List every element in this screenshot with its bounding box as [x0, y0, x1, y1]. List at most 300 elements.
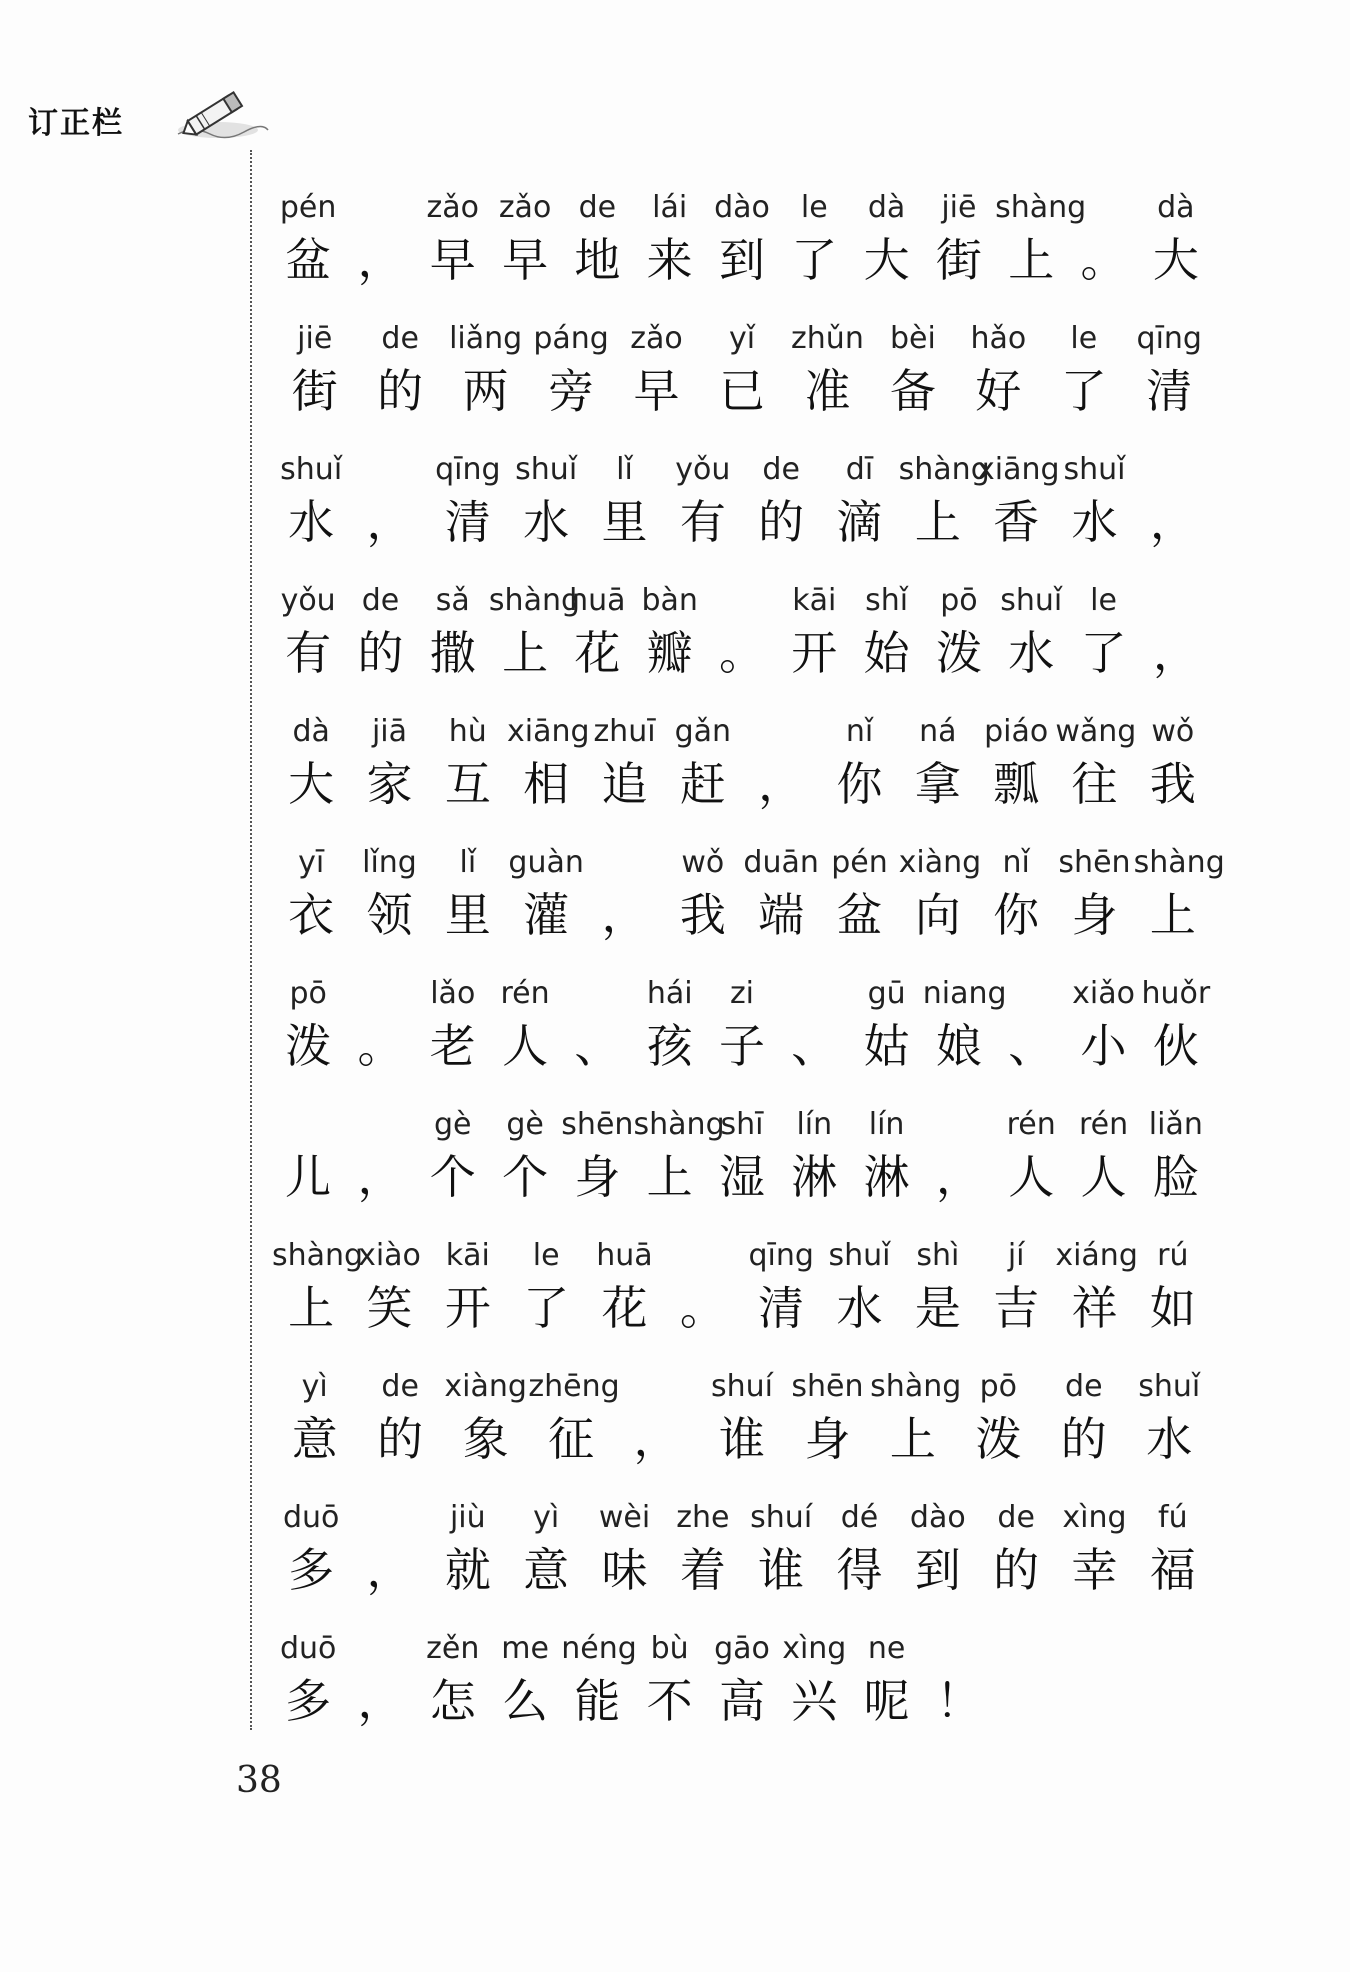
char-cell	[507, 1496, 585, 1600]
char-cell	[923, 579, 995, 683]
hanzi: 味	[601, 1543, 648, 1597]
hanzi: 端	[758, 888, 805, 942]
margin-dotted-divider	[250, 150, 252, 1730]
pinyin: xiāng	[977, 452, 1060, 487]
hanzi: 互	[444, 757, 491, 811]
hanzi: 儿	[285, 1150, 332, 1204]
hanzi: 个	[429, 1150, 476, 1204]
char-cell	[706, 1103, 778, 1207]
hanzi: 能	[574, 1674, 621, 1728]
hanzi: 有	[285, 626, 332, 680]
pinyin	[923, 1627, 995, 1671]
pinyin: pén	[831, 845, 888, 880]
pinyin: bàn	[641, 583, 698, 618]
hanzi: 不	[646, 1674, 693, 1728]
char-cell	[489, 186, 561, 290]
char-cell	[429, 1496, 507, 1600]
pinyin: gū	[867, 976, 906, 1011]
pinyin: xìng	[782, 1631, 847, 1666]
char-cell	[742, 448, 820, 552]
pinyin: néng	[561, 1631, 637, 1666]
char-cell	[507, 1234, 585, 1338]
pinyin: shàng	[995, 190, 1087, 225]
char-cell	[664, 1496, 742, 1600]
char-cell	[1055, 710, 1137, 814]
pinyin: dà	[867, 190, 906, 225]
pinyin	[778, 972, 850, 1016]
char-cell	[1140, 579, 1212, 683]
char-cell	[272, 1365, 357, 1469]
hanzi: 花	[574, 626, 621, 680]
hanzi: 的	[377, 1412, 424, 1466]
hanzi: 如	[1149, 1281, 1196, 1335]
hanzi: 的	[993, 1543, 1040, 1597]
char-cell	[778, 972, 850, 1076]
char-cell	[344, 1627, 416, 1731]
pinyin: ná	[919, 714, 957, 749]
hanzi: 人	[1080, 1150, 1127, 1204]
pinyin: nǐ	[1002, 845, 1030, 880]
char-cell	[429, 1234, 507, 1338]
pinyin: shēn	[561, 1107, 634, 1142]
pinyin: wǒ	[681, 845, 725, 880]
pinyin: ne	[867, 1631, 906, 1666]
pinyin	[344, 186, 416, 230]
hanzi: 地	[574, 233, 621, 287]
hanzi: 得	[836, 1543, 883, 1597]
pinyin	[585, 841, 663, 885]
pinyin: jiē	[941, 190, 977, 225]
pinyin: shī	[720, 1107, 764, 1142]
hanzi: 福	[1149, 1543, 1196, 1597]
pinyin: xiǎo	[1072, 976, 1135, 1011]
text-line	[272, 1365, 1212, 1496]
text-line	[272, 1103, 1212, 1234]
hanzi: 了	[1080, 626, 1127, 680]
char-cell	[742, 1496, 820, 1600]
hanzi: 拿	[914, 757, 961, 811]
char-cell	[634, 186, 706, 290]
hanzi: 始	[863, 626, 910, 680]
hanzi: 好	[975, 364, 1022, 418]
char-cell	[898, 448, 990, 552]
hanzi: 你	[993, 888, 1040, 942]
char-cell	[417, 1103, 489, 1207]
char-cell	[995, 579, 1067, 683]
pinyin	[1140, 579, 1212, 623]
char-cell	[820, 1496, 898, 1600]
pinyin	[344, 1103, 416, 1147]
hanzi: 姑	[863, 1019, 910, 1073]
hanzi: 。	[679, 1281, 726, 1335]
pinyin: zhēng	[528, 1369, 620, 1404]
char-cell	[870, 317, 955, 421]
pinyin: dào	[909, 1500, 966, 1535]
hanzi: 滴	[836, 495, 883, 549]
pinyin: yì	[301, 1369, 328, 1404]
pinyin: zi	[729, 976, 755, 1011]
pinyin: lǐ	[459, 845, 477, 880]
hanzi: 到	[914, 1543, 961, 1597]
pinyin: de	[762, 452, 800, 487]
hanzi: 泼	[935, 626, 982, 680]
hanzi: 向	[914, 888, 961, 942]
text-line	[272, 841, 1225, 972]
pinyin: hǎo	[970, 321, 1027, 356]
hanzi: 幸	[1071, 1543, 1118, 1597]
text-line	[272, 1496, 1212, 1627]
hanzi: ，	[357, 233, 404, 287]
char-cell	[977, 448, 1060, 552]
pinyin: nǐ	[845, 714, 874, 749]
pinyin: xiào	[358, 1238, 421, 1273]
pinyin: duān	[743, 845, 819, 880]
char-cell	[272, 579, 344, 683]
pinyin: lái	[652, 190, 688, 225]
pinyin: pō	[940, 583, 978, 618]
char-cell	[995, 972, 1067, 1076]
char-cell	[585, 1496, 663, 1600]
hanzi: 的	[758, 495, 805, 549]
hanzi: 有	[679, 495, 726, 549]
pinyin: xiàng	[898, 845, 982, 880]
pinyin: de	[381, 1369, 419, 1404]
pinyin: gè	[434, 1107, 472, 1142]
pinyin: bèi	[889, 321, 936, 356]
char-cell	[1067, 579, 1139, 683]
pinyin: dī	[845, 452, 874, 487]
pinyin: hái	[646, 976, 693, 1011]
hanzi: 开	[444, 1281, 491, 1335]
pinyin: qīng	[435, 452, 501, 487]
char-cell	[785, 1365, 870, 1469]
hanzi: 了	[791, 233, 838, 287]
pinyin: shēn	[1058, 845, 1131, 880]
char-cell	[417, 1627, 489, 1731]
pinyin: qīng	[748, 1238, 814, 1273]
hanzi: 水	[1071, 495, 1118, 549]
hanzi: 了	[1060, 364, 1107, 418]
pinyin: jiē	[297, 321, 333, 356]
pinyin: jiù	[449, 1500, 486, 1535]
correction-column-header	[24, 84, 264, 144]
pinyin: kāi	[792, 583, 837, 618]
hanzi: 的	[357, 626, 404, 680]
pinyin	[272, 1103, 344, 1147]
char-cell	[417, 972, 489, 1076]
hanzi: 衣	[288, 888, 335, 942]
pinyin: yǐ	[728, 321, 756, 356]
char-cell	[272, 1234, 364, 1338]
char-cell	[706, 186, 778, 290]
char-cell	[664, 841, 742, 945]
pinyin: lǎo	[430, 976, 476, 1011]
hanzi: 娘	[935, 1019, 982, 1073]
pinyin: páng	[533, 321, 609, 356]
hanzi: 上	[502, 626, 549, 680]
char-cell	[272, 186, 344, 290]
hanzi: 街	[291, 364, 338, 418]
hanzi: 旁	[548, 364, 595, 418]
hanzi: 大	[288, 757, 335, 811]
hanzi: 来	[646, 233, 693, 287]
pinyin: lǐng	[362, 845, 417, 880]
char-cell	[1055, 1234, 1138, 1338]
hanzi: 就	[444, 1543, 491, 1597]
char-cell	[664, 710, 742, 814]
char-cell	[1140, 1103, 1212, 1207]
char-cell	[272, 710, 350, 814]
hanzi: 水	[288, 495, 335, 549]
pinyin: shuí	[750, 1500, 813, 1535]
char-cell	[785, 317, 870, 421]
correction-column-label: 订正栏	[28, 106, 124, 141]
char-cell	[561, 1627, 637, 1731]
pinyin: guàn	[508, 845, 584, 880]
hanzi: 意	[523, 1543, 570, 1597]
text-line	[272, 710, 1212, 841]
char-cell	[507, 710, 590, 814]
char-cell	[995, 186, 1087, 290]
char-cell	[1134, 710, 1212, 814]
hanzi: 你	[836, 757, 883, 811]
hanzi: 上	[1008, 233, 1055, 287]
char-cell	[870, 1365, 962, 1469]
char-cell	[561, 972, 633, 1076]
char-cell	[443, 1365, 528, 1469]
hanzi: 。	[357, 1019, 404, 1073]
hanzi: 脸	[1152, 1150, 1199, 1204]
char-cell	[357, 1365, 442, 1469]
pinyin: shuǐ	[1000, 583, 1063, 618]
pinyin	[1067, 186, 1139, 230]
hanzi: 赶	[679, 757, 726, 811]
text-line	[272, 186, 1212, 317]
char-cell	[850, 186, 922, 290]
char-cell	[1140, 186, 1212, 290]
hanzi: 。	[718, 626, 765, 680]
hanzi: 水	[836, 1281, 883, 1335]
hanzi: 象	[462, 1412, 509, 1466]
hanzi: 到	[718, 233, 765, 287]
hanzi: ，	[758, 757, 805, 811]
char-cell	[1127, 317, 1212, 421]
hanzi: 的	[1060, 1412, 1107, 1466]
char-cell	[350, 841, 428, 945]
char-cell	[561, 579, 633, 683]
text-line	[272, 1627, 1212, 1758]
pinyin	[664, 1234, 742, 1278]
pinyin: gè	[506, 1107, 544, 1142]
char-cell	[489, 1627, 561, 1731]
char-cell	[1041, 1365, 1126, 1469]
char-cell	[699, 1365, 784, 1469]
pinyin: shuí	[710, 1369, 773, 1404]
hanzi: ！	[935, 1674, 982, 1728]
char-cell	[1067, 972, 1139, 1076]
hanzi: ，	[357, 1150, 404, 1204]
char-cell	[706, 972, 778, 1076]
pinyin: shì	[916, 1238, 960, 1273]
pinyin: lín	[868, 1107, 905, 1142]
pinyin: wǎng	[1055, 714, 1137, 749]
hanzi: 备	[889, 364, 936, 418]
hanzi: 我	[1149, 757, 1196, 811]
char-cell	[850, 972, 922, 1076]
pinyin: shuǐ	[280, 452, 343, 487]
pinyin: xìng	[1062, 1500, 1127, 1535]
hanzi: 里	[444, 888, 491, 942]
hanzi: 早	[502, 233, 549, 287]
pinyin: piáo	[984, 714, 1049, 749]
hanzi: 撒	[429, 626, 476, 680]
hanzi: 小	[1080, 1019, 1127, 1073]
char-cell	[923, 1103, 995, 1207]
pinyin-text-block	[272, 186, 1225, 1758]
pinyin: de	[578, 190, 617, 225]
char-cell	[899, 1234, 977, 1338]
pinyin: dà	[1157, 190, 1195, 225]
pinyin: shàng	[272, 1238, 364, 1273]
pinyin: dào	[714, 190, 770, 225]
hanzi: 是	[914, 1281, 961, 1335]
pinyin: huā	[569, 583, 626, 618]
pinyin: rú	[1157, 1238, 1189, 1273]
pinyin: shēn	[791, 1369, 864, 1404]
pinyin: zhuī	[593, 714, 656, 749]
hanzi: 开	[791, 626, 838, 680]
hanzi: 的	[377, 364, 424, 418]
char-cell	[778, 186, 850, 290]
char-cell	[899, 710, 977, 814]
pinyin: le	[1070, 321, 1098, 356]
pinyin: shuǐ	[515, 452, 578, 487]
pinyin: wǒ	[1151, 714, 1195, 749]
hanzi: 瓢	[993, 757, 1040, 811]
hanzi: 谁	[718, 1412, 765, 1466]
char-cell	[1041, 317, 1126, 421]
hanzi: 人	[1008, 1150, 1055, 1204]
char-cell	[778, 1627, 850, 1731]
char-cell	[923, 186, 995, 290]
pinyin: shàng	[488, 583, 581, 618]
pinyin	[742, 710, 820, 754]
pinyin: shǐ	[865, 583, 909, 618]
char-cell	[923, 1627, 995, 1731]
pinyin	[614, 1365, 699, 1409]
pinyin: shàng	[870, 1369, 962, 1404]
hanzi: 水	[1146, 1412, 1193, 1466]
hanzi: 上	[1149, 888, 1196, 942]
pinyin: de	[361, 583, 400, 618]
hanzi: 我	[679, 888, 726, 942]
char-cell	[488, 579, 581, 683]
char-cell	[1134, 1496, 1212, 1600]
pinyin	[923, 1103, 995, 1147]
pinyin	[706, 579, 778, 623]
hanzi: 笑	[366, 1281, 413, 1335]
char-cell	[429, 448, 507, 552]
hanzi: 淋	[863, 1150, 910, 1204]
pinyin: dé	[840, 1500, 879, 1535]
char-cell	[922, 972, 1007, 1076]
char-cell	[417, 186, 489, 290]
pinyin: de	[997, 1500, 1035, 1535]
hanzi: 追	[601, 757, 648, 811]
pinyin: zěn	[426, 1631, 480, 1666]
pinyin: yī	[298, 845, 325, 880]
pinyin: shuǐ	[828, 1238, 891, 1273]
pinyin: niang	[922, 976, 1007, 1011]
hanzi: 早	[633, 364, 680, 418]
pinyin: rén	[1078, 1107, 1129, 1142]
char-cell	[357, 317, 442, 421]
pinyin: de	[381, 321, 419, 356]
char-cell	[820, 1234, 898, 1338]
pinyin: de	[1065, 1369, 1103, 1404]
hanzi: ，	[633, 1412, 680, 1466]
char-cell	[585, 448, 663, 552]
hanzi: 呢	[863, 1674, 910, 1728]
char-cell	[899, 1496, 977, 1600]
hanzi: 瓣	[646, 626, 693, 680]
char-cell	[995, 1103, 1067, 1207]
hanzi: 大	[1152, 233, 1199, 287]
char-cell	[742, 1234, 820, 1338]
char-cell	[272, 1627, 344, 1731]
pinyin: shàng	[1133, 845, 1225, 880]
pinyin: xiáng	[1055, 1238, 1138, 1273]
pinyin: rén	[1006, 1107, 1056, 1142]
char-cell	[528, 1365, 620, 1469]
char-cell	[850, 579, 922, 683]
hanzi: 谁	[758, 1543, 805, 1597]
hanzi: 盆	[285, 233, 332, 287]
pinyin: xiàng	[444, 1369, 527, 1404]
hanzi: 人	[502, 1019, 549, 1073]
hanzi: 香	[993, 495, 1040, 549]
pinyin: duō	[279, 1631, 337, 1666]
char-cell	[429, 710, 507, 814]
hanzi: 里	[601, 495, 648, 549]
char-cell	[977, 841, 1055, 945]
char-cell	[344, 972, 416, 1076]
char-cell	[706, 579, 778, 683]
hanzi: 兴	[791, 1674, 838, 1728]
pinyin: huǒr	[1141, 976, 1211, 1011]
pinyin: le	[1090, 583, 1117, 618]
pinyin: shuǐ	[1063, 452, 1126, 487]
pinyin: gāo	[714, 1631, 770, 1666]
char-cell	[614, 1365, 699, 1469]
pinyin: zhǔn	[791, 321, 864, 356]
hanzi: 水	[1008, 626, 1055, 680]
hanzi: 上	[889, 1412, 936, 1466]
pinyin: liǎn	[1148, 1107, 1203, 1142]
pinyin: qīng	[1136, 321, 1202, 356]
hanzi: 吉	[993, 1281, 1040, 1335]
hanzi: 早	[429, 233, 476, 287]
char-cell	[634, 579, 706, 683]
pinyin: zhe	[676, 1500, 730, 1535]
char-cell	[1133, 841, 1225, 945]
text-line	[272, 1234, 1212, 1365]
char-cell	[1055, 448, 1133, 552]
hanzi: 往	[1071, 757, 1118, 811]
char-cell	[742, 841, 820, 945]
char-cell	[561, 1103, 633, 1207]
hanzi: 大	[863, 233, 910, 287]
